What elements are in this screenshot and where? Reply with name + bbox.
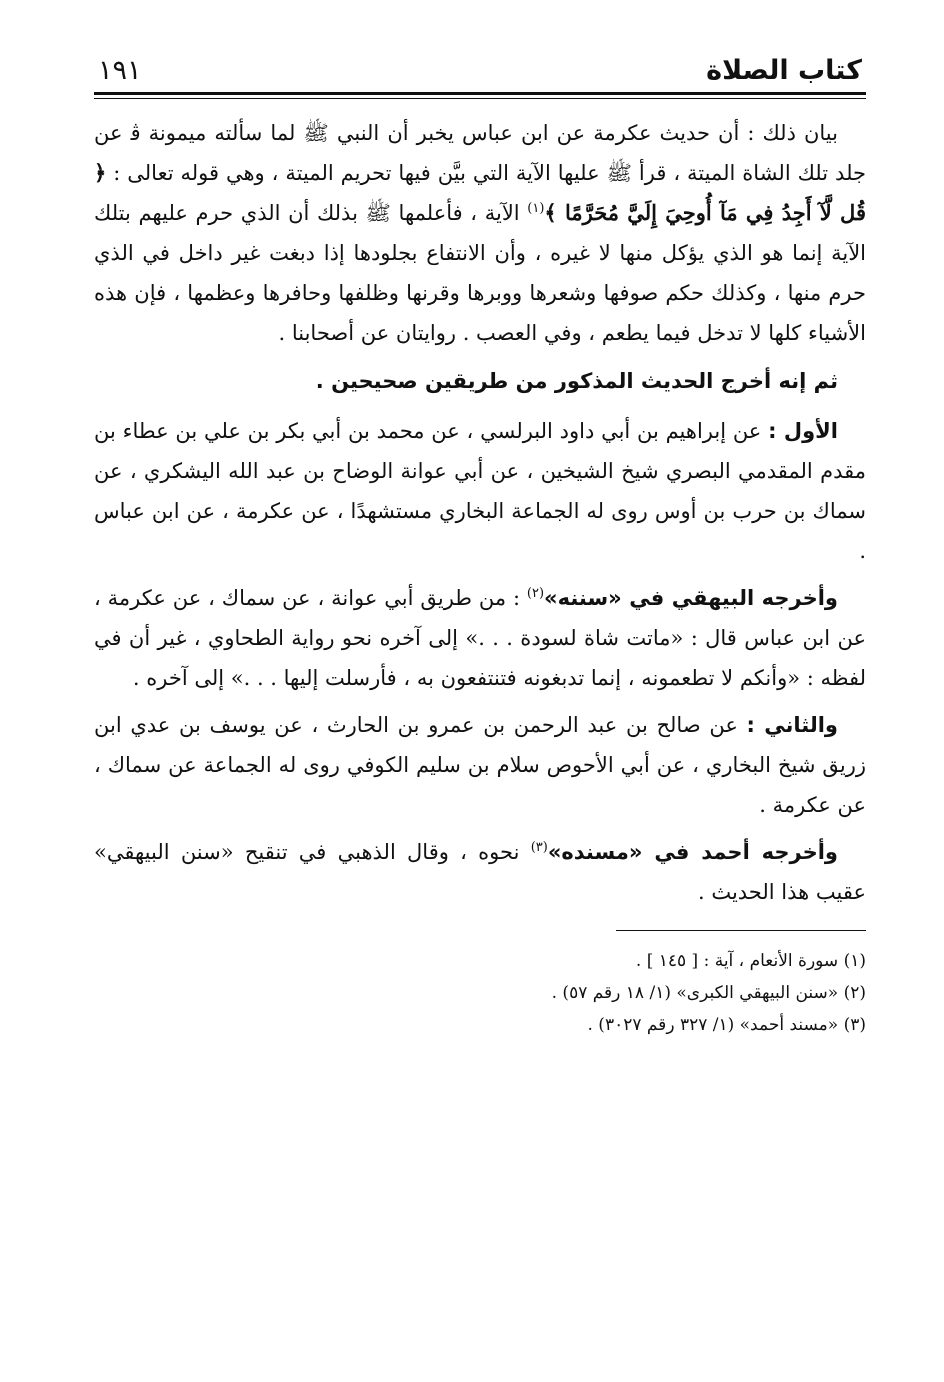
page-header bbox=[94, 40, 866, 86]
section-heading: ثم إنه أخرج الحديث المذكور من طريقين صحيحين . bbox=[315, 369, 838, 393]
footnotes bbox=[94, 945, 866, 1041]
paragraph-text: الآية ، فأعلمها ﷺ بذلك أن الذي حرم عليهم بتلك الآية إنما هو الذي يؤكل منها لا غيره ، وأن الانتفاع بجلودها إذا دبغت غير داخل في الذي حرم منها ، وكذلك حكم صوفها وشعرها ووبرها وقرنها وظلفها وحافرها وعظمها ، فإن هذه الأشياء كلها لا تدخل فيما يطعم ، وفي العصب . روايتان عن أصحابنا . bbox=[94, 201, 867, 345]
footnote-ref-3: (٣) bbox=[530, 840, 548, 855]
paragraph-text: عن إبراهيم بن أبي داود البرلسي ، عن محمد بن أبي بكر بن علي بن عطاء بن مقدم المقدمي البصري شيخ الشيخين ، عن أبي عوانة الوضاح بن عبد الله اليشكري ، عن سماك بن حرب بن أوس روى له الجماعة البخاري مستشهدًا ، عن عكرمة ، عن ابن عباس . bbox=[94, 419, 866, 563]
paragraph-text: بيان ذلك : أن حديث عكرمة عن ابن عباس يخبر أن النبي ﷺ لما سألته ميمونة ﭬ عن جلد تلك الشاة الميتة ، قرأ ﷺ عليها الآية التي بيَّن فيها تحريم الميتة ، وهي قوله تعالى : bbox=[94, 121, 866, 185]
footnote-ref-2: (٢) bbox=[526, 586, 545, 601]
paragraph-lead: والثاني : bbox=[746, 713, 838, 737]
paragraph-first-route bbox=[94, 411, 866, 571]
paragraph-lead: وأخرجه البيهقي في «سننه» bbox=[544, 586, 838, 610]
paragraph-text: نحوه ، وقال الذهبي في تنقيح «سنن البيهقي» عقيب هذا الحديث . bbox=[94, 840, 866, 904]
footnote-separator bbox=[616, 930, 866, 931]
main-text bbox=[94, 113, 866, 912]
header-rule-thin bbox=[94, 98, 866, 99]
book-page bbox=[94, 40, 866, 1041]
paragraph-bayhaqi bbox=[94, 578, 866, 698]
header-rule-thick bbox=[94, 92, 866, 95]
page-number: ١٩١ bbox=[98, 55, 142, 86]
paragraph-text: عن صالح بن عبد الرحمن بن عمرو بن الحارث ، عن يوسف بن عدي ابن زريق شيخ البخاري ، عن أبي الأحوص سلام بن سليم الكوفي روى له الجماعة عن سماك ، عن عكرمة . bbox=[94, 713, 866, 817]
quran-verse: ﴿ قُل لَّآ أَجِدُ فِي مَآ أُوحِيَ إِلَيَّ مُحَرَّمًا ﴾ bbox=[94, 160, 866, 225]
paragraph-lead: الأول : bbox=[768, 419, 838, 443]
footnote-3: (٣) «مسند أحمد» (١/ ٣٢٧ رقم ٣٠٢٧) . bbox=[587, 1015, 866, 1035]
footnote-ref-1: (١) bbox=[527, 201, 545, 216]
paragraph-second-route bbox=[94, 705, 866, 825]
paragraph-ahmad bbox=[94, 832, 866, 912]
footnote-2: (٢) «سنن البيهقي الكبرى» (١/ ١٨ رقم ٥٧) . bbox=[551, 983, 866, 1003]
paragraph-explanation bbox=[94, 113, 866, 353]
paragraph-text: : من طريق أبي عوانة ، عن سماك ، عن عكرمة ، عن ابن عباس قال : «ماتت شاة لسودة . . .» إلى آخره نحو رواية الطحاوي ، غير أن في لفظه : «وأنكم لا تطعمونه ، إنما تدبغونه فتنتفعون به ، فأرسلت إليها . . .» إلى آخره . bbox=[94, 586, 866, 690]
paragraph-lead: وأخرجه أحمد في «مسنده» bbox=[547, 840, 838, 864]
footnote-1: (١) سورة الأنعام ، آية : [ ١٤٥ ] . bbox=[635, 951, 866, 971]
running-title: كتاب الصلاة bbox=[706, 55, 862, 86]
